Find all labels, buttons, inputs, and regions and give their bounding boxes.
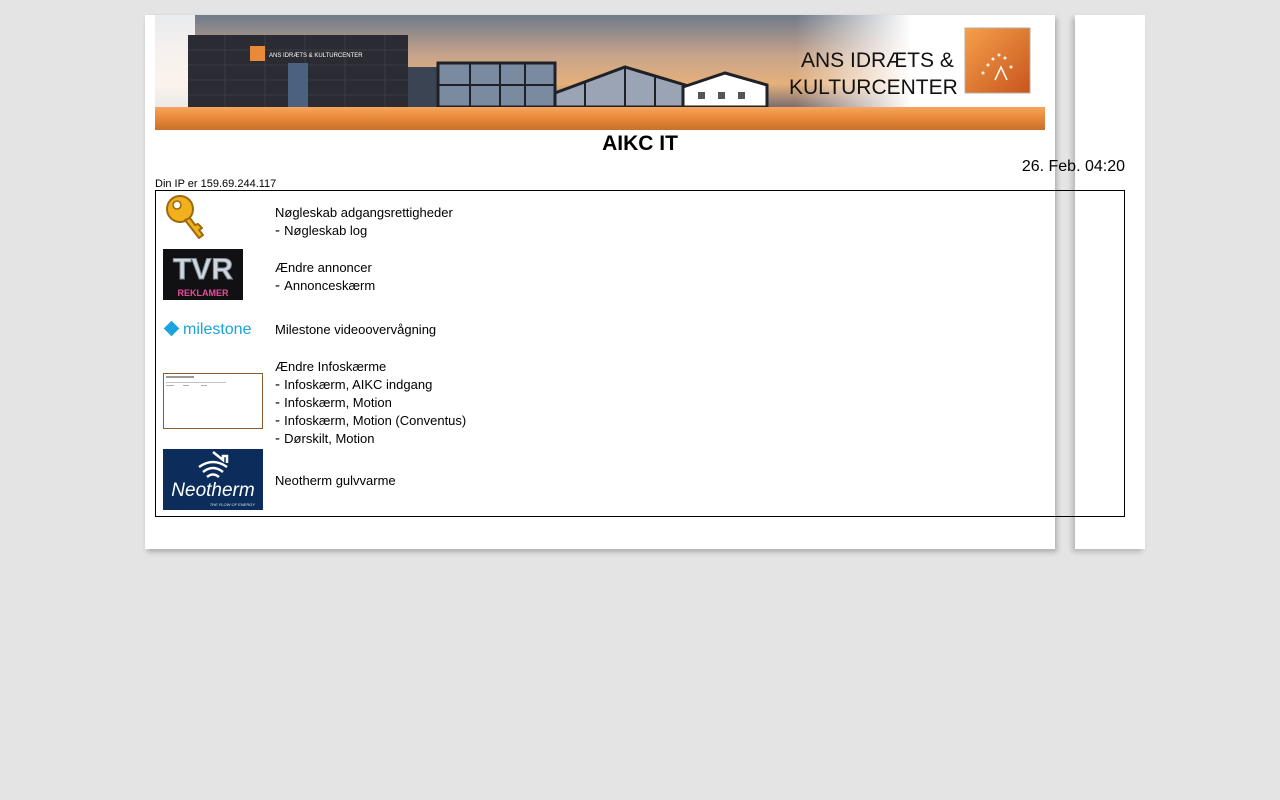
menu-table bbox=[155, 190, 1125, 517]
tvr-reklamer-logo[interactable] bbox=[163, 249, 243, 305]
infoscreen-motion-conventus-link[interactable]: Infoskærm, Motion (Conventus) bbox=[284, 413, 467, 428]
banner-image bbox=[155, 15, 1045, 107]
infoscreen-aikc-entrance-link[interactable]: Infoskærm, AIKC indgang bbox=[284, 377, 433, 392]
header-banner bbox=[155, 15, 1045, 130]
page-title: AIKC IT bbox=[602, 132, 678, 155]
ip-address-text: Din IP er 159.69.244.117 bbox=[155, 178, 277, 190]
keybox-log-link[interactable]: Nøgleskab log bbox=[284, 223, 368, 238]
neotherm-floor-heating-link[interactable]: Neotherm gulvvarme bbox=[275, 473, 396, 488]
svg-text:Neotherm: Neotherm bbox=[171, 480, 255, 501]
menu-row-infoscreens: Ændre Infoskærme - Infoskærm, AIKC indgang - Infoskærm, Motion - Infoskærm, Motion (Conventus) - Dørskilt, Motion bbox=[156, 356, 1124, 448]
date-time: 26. Feb. 04:20 bbox=[1021, 158, 1125, 175]
menu-row-ads: TVR REKLAMER Ændre annoncer - Annonceskærm bbox=[156, 249, 1124, 301]
svg-text:milestone: milestone bbox=[183, 321, 252, 338]
orange-divider-bar bbox=[155, 107, 1045, 130]
brand-line-1: ANS IDRÆTS & bbox=[801, 49, 954, 72]
svg-text:TVR: TVR bbox=[173, 253, 233, 286]
svg-text:REKLAMER: REKLAMER bbox=[177, 288, 229, 298]
ad-screen-link[interactable]: Annonceskærm bbox=[284, 278, 376, 293]
infoscreen-motion-link[interactable]: Infoskærm, Motion bbox=[284, 395, 392, 410]
menu-row-neotherm bbox=[156, 449, 1124, 511]
change-infoscreens-link[interactable]: Ændre Infoskærme bbox=[275, 359, 387, 374]
infoscreen-thumbnail[interactable] bbox=[163, 373, 263, 434]
aikc-logo-icon bbox=[965, 28, 1030, 93]
change-ads-link[interactable]: Ændre annoncer bbox=[275, 260, 372, 275]
menu-row-keybox: Nøgleskab adgangsrettigheder - Nøgleskab log bbox=[156, 194, 1124, 244]
milestone-logo[interactable] bbox=[163, 317, 263, 348]
milestone-video-link[interactable]: Milestone videoovervågning bbox=[275, 322, 437, 337]
key-icon[interactable] bbox=[163, 194, 209, 247]
brand-line-2: KULTURCENTER bbox=[789, 76, 958, 99]
door-sign-motion-link[interactable]: Dørskilt, Motion bbox=[284, 431, 375, 446]
neotherm-logo[interactable] bbox=[163, 449, 263, 515]
keybox-access-rights-link[interactable]: Nøgleskab adgangsrettigheder bbox=[275, 205, 453, 220]
svg-text:THE FLOW OF ENERGY: THE FLOW OF ENERGY bbox=[209, 502, 255, 507]
menu-row-milestone bbox=[156, 313, 1124, 343]
